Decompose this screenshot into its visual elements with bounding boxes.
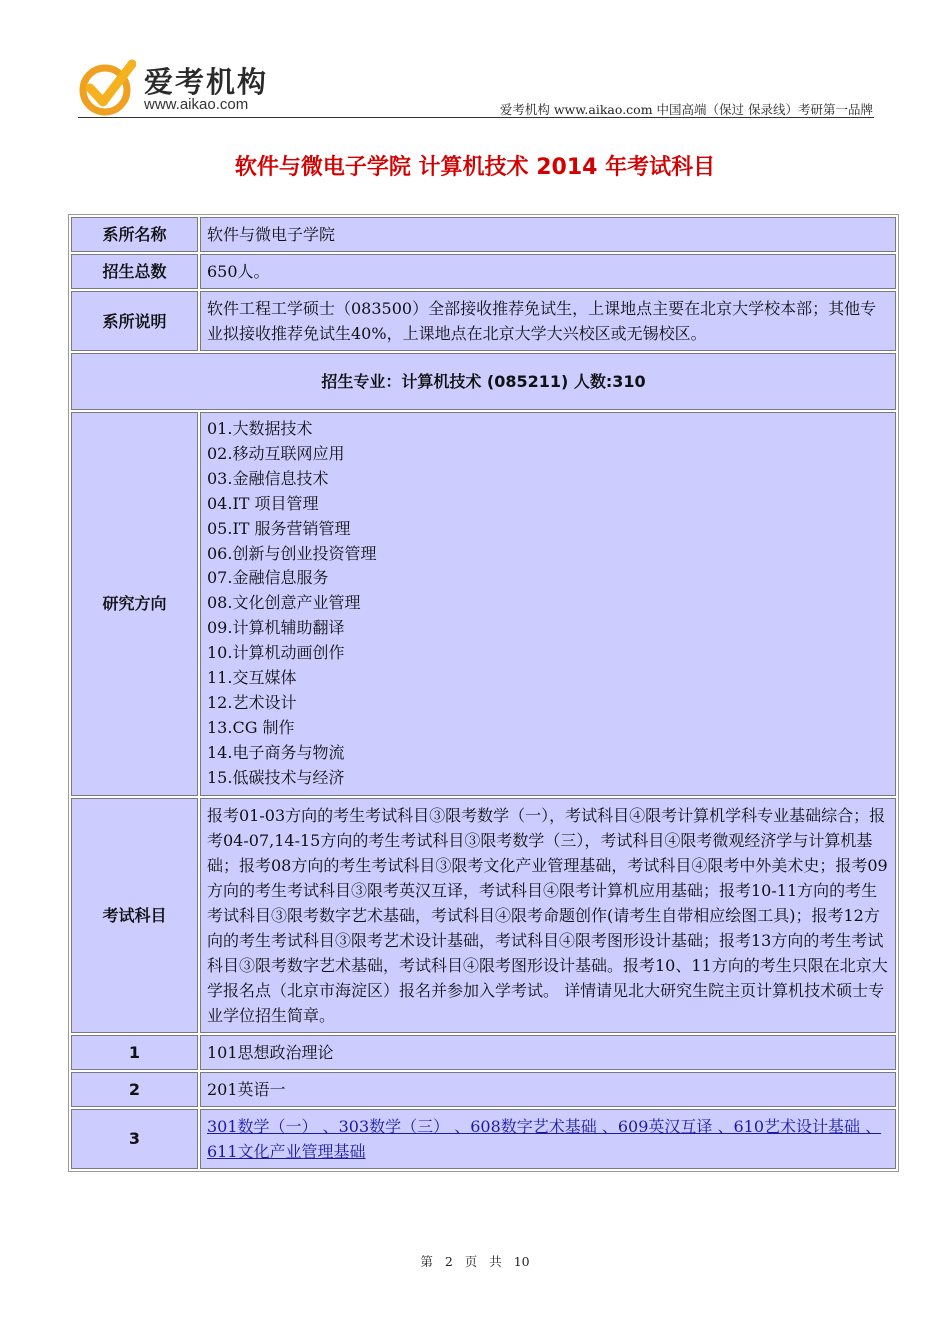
page-footer: 第 2 页 共 10	[420, 1254, 530, 1269]
list-item: 15.低碳技术与经济	[207, 767, 345, 787]
header-divider	[78, 117, 874, 118]
page-header	[78, 50, 873, 120]
table-row	[71, 798, 896, 1033]
header-tagline: 爱考机构 www.aikao.com 中国高端（保过 保录线）考研第一品牌	[499, 102, 873, 117]
desc-value: 软件工程工学硕士（083500）全部接收推荐免试生，上课地点主要在北京大学校本部；其他专业拟接收推荐免试生40%，上课地点在北京大学大兴校区或无锡校区。	[200, 291, 896, 351]
list-item: 14.电子商务与物流	[207, 742, 345, 762]
subject-number: 2	[71, 1072, 198, 1107]
subject-cell	[200, 1109, 896, 1169]
list-item: 06.创新与创业投资管理	[207, 543, 377, 563]
directions-label: 研究方向	[71, 412, 198, 796]
exam-info-table	[68, 214, 899, 1172]
list-item: 05.IT 服务营销管理	[207, 518, 351, 538]
table-row	[71, 254, 896, 289]
logo-text: 爱考机构	[144, 65, 269, 99]
dept-value: 软件与微电子学院	[200, 217, 896, 252]
exam-label: 考试科目	[71, 798, 198, 1033]
table-row	[71, 353, 896, 410]
table-row	[71, 1072, 896, 1107]
total-label: 招生总数	[71, 254, 198, 289]
major-heading: 招生专业：计算机技术 (085211) 人数:310	[71, 353, 896, 410]
list-item: 03.金融信息技术	[207, 468, 329, 488]
subject-links[interactable]: 301数学（一） 、303数学（三） 、608数字艺术基础 、609英汉互译 、610艺术设计基础 、611文化产业管理基础	[207, 1116, 882, 1161]
list-item: 08.文化创意产业管理	[207, 593, 361, 613]
table-row	[71, 291, 896, 351]
dept-label: 系所名称	[71, 217, 198, 252]
subject-name: 101思想政治理论	[200, 1035, 896, 1070]
desc-label: 系所说明	[71, 291, 198, 351]
checkmark-logo-icon	[78, 58, 136, 116]
logo-url: www.aikao.com	[144, 96, 249, 113]
list-item: 09.计算机辅助翻译	[207, 618, 345, 638]
subject-number: 1	[71, 1035, 198, 1070]
table-row	[71, 217, 896, 252]
exam-value: 报考01-03方向的考生考试科目③限考数学（一），考试科目④限考计算机学科专业基础综合；报考04-07,14-15方向的考生考试科目③限考数学（三），考试科目④限考微观经济学与计算机基础；报考08方向的考生考试科目③限考文化产业管理基础，考试科目④限考中外美术史；报考09方向的考生考试科目③限考英汉互译，考试科目④限考计算机应用基础；报考10-11方向的考生考试科目③限考数字艺术基础，考试科目④限考命题创作(请考生自带相应绘图工具)；报考12方向的考生考试科目③限考艺术设计基础，考试科目④限考图形设计基础；报考13方向的考生考试科目③限考数字艺术基础，考试科目④限考图形设计基础。报考10、11方向的考生只限在北京大学报名点（北京市海淀区）报名并参加入学考试。 详情请见北大研究生院主页计算机技术硕士专业学位招生简章。	[200, 798, 896, 1033]
list-item: 10.计算机动画创作	[207, 643, 345, 663]
page-title: 软件与微电子学院 计算机技术 2014 年考试科目	[234, 155, 716, 180]
list-item: 04.IT 项目管理	[207, 493, 319, 513]
list-item: 11.交互媒体	[207, 668, 297, 688]
list-item: 13.CG 制作	[207, 717, 295, 737]
list-item: 02.移动互联网应用	[207, 443, 345, 463]
list-item: 07.金融信息服务	[207, 568, 329, 588]
table-row	[71, 1035, 896, 1070]
subject-number: 3	[71, 1109, 198, 1169]
total-value: 650人。	[200, 254, 896, 289]
list-item: 12.艺术设计	[207, 692, 297, 712]
table-row	[71, 1109, 896, 1169]
list-item: 01.大数据技术	[207, 419, 313, 438]
directions-list	[200, 412, 896, 796]
subject-name: 201英语一	[200, 1072, 896, 1107]
table-row	[71, 412, 896, 796]
